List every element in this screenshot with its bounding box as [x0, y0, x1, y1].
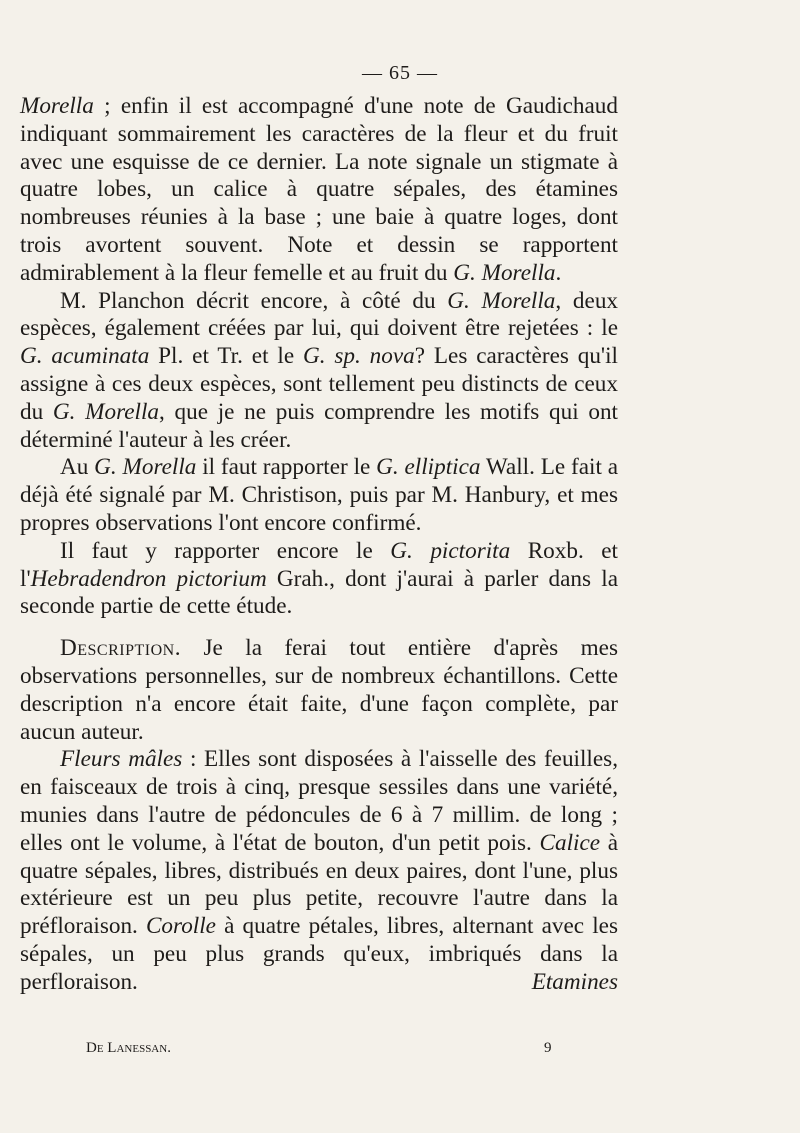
text-run: à quatre sépales, libres, distribués en deux paires, dont l'une, plus extérieure est un peu plus petite, recouvre l'autre dans la préfloraison. [20, 829, 618, 940]
page-footer [0, 1040, 800, 1064]
text-run: : Elles sont disposées à l'aisselle des feuilles, en faisceaux de trois à cinq, presque sessiles dans une variété, munies dans l'autre de pédoncules de 6 à 7 millim. de long ; elles ont le volume, à l'état de bouton, d'un petit pois. [20, 746, 618, 856]
italic-term: G. pictorita [390, 537, 511, 564]
text-run: à quatre pétales, libres, alternant avec les sépales, un peu plus grands qu'eux, imbriqués dans la perfloraison. [20, 913, 618, 995]
italic-term: Etamines [531, 968, 618, 995]
paragraph [20, 288, 618, 455]
italic-term: G. Morella [447, 287, 556, 314]
italic-term: G. Morella [52, 398, 160, 425]
italic-term: Corolle [145, 913, 216, 940]
italic-term: Morella [20, 93, 94, 119]
text-run: . [555, 259, 562, 286]
text-run: Roxb. et l' [20, 537, 618, 592]
paragraph [20, 93, 618, 288]
text-run: Au [60, 454, 95, 481]
text-run: Grah., dont j'aurai à parler dans la seconde partie de cette étude. [20, 565, 618, 620]
text-run: il faut rapporter le [196, 454, 377, 481]
italic-term: G. elliptica [376, 454, 481, 481]
text-run: Je la ferai tout entière d'après mes observations personnelles, sur de nombreux échantillons. Cette description n'a encore était faite, d'une façon complète, par aucun auteur. [20, 635, 618, 745]
signature-mark: 9 [544, 1040, 552, 1056]
body-text [20, 93, 618, 997]
text-run: , deux espèces, également créées par lui, qui doivent être rejetées : le [20, 287, 619, 342]
section-heading: Description. [60, 635, 181, 662]
text-run: , que je ne puis comprendre les motifs qui ont déterminé l'auteur à les créer. [20, 398, 619, 453]
italic-term: G. Morella [453, 259, 556, 286]
text-run: ? Les caractères qu'il assigne à ces deux espèces, sont tellement peu distincts de ceux du [20, 343, 618, 425]
paragraph [20, 635, 618, 746]
italic-term: Fleurs mâles [60, 746, 183, 773]
text-run: ; enfin il est accompagné d'une note de Gaudichaud indiquant sommairement les caractères de la fleur et du fruit avec une esquisse de ce dernier. La note signale un stigmate à quatre lobes, un calice à quatre sépales, des étamines nombreuses réunies à la base ; une baie à quatre loges, dont trois avortent souvent. Note et dessin se rapportent admirablement à la fleur femelle et au fruit du [20, 93, 618, 286]
footer-author: De Lanessan. [86, 1040, 171, 1056]
italic-term: G. acuminata [20, 343, 150, 370]
text-run: M. Planchon décrit encore, à côté du [60, 287, 448, 314]
text-run: Wall. Le fait a déjà été signalé par M. Christison, puis par M. Hanbury, et mes propres observations l'ont encore confirmé. [20, 454, 619, 536]
paragraph [20, 746, 618, 996]
italic-term: Hebradendron pictorium [30, 565, 267, 592]
paragraph [20, 454, 618, 537]
italic-term: G. sp. nova [302, 343, 415, 370]
text-run: Il faut y rapporter encore le [60, 537, 391, 564]
text-run: Pl. et Tr. et le [149, 343, 303, 370]
page-number: — 65 — [362, 62, 438, 84]
italic-term: Calice [539, 829, 601, 856]
italic-term: G. Morella [94, 454, 197, 481]
paragraph [20, 538, 618, 621]
